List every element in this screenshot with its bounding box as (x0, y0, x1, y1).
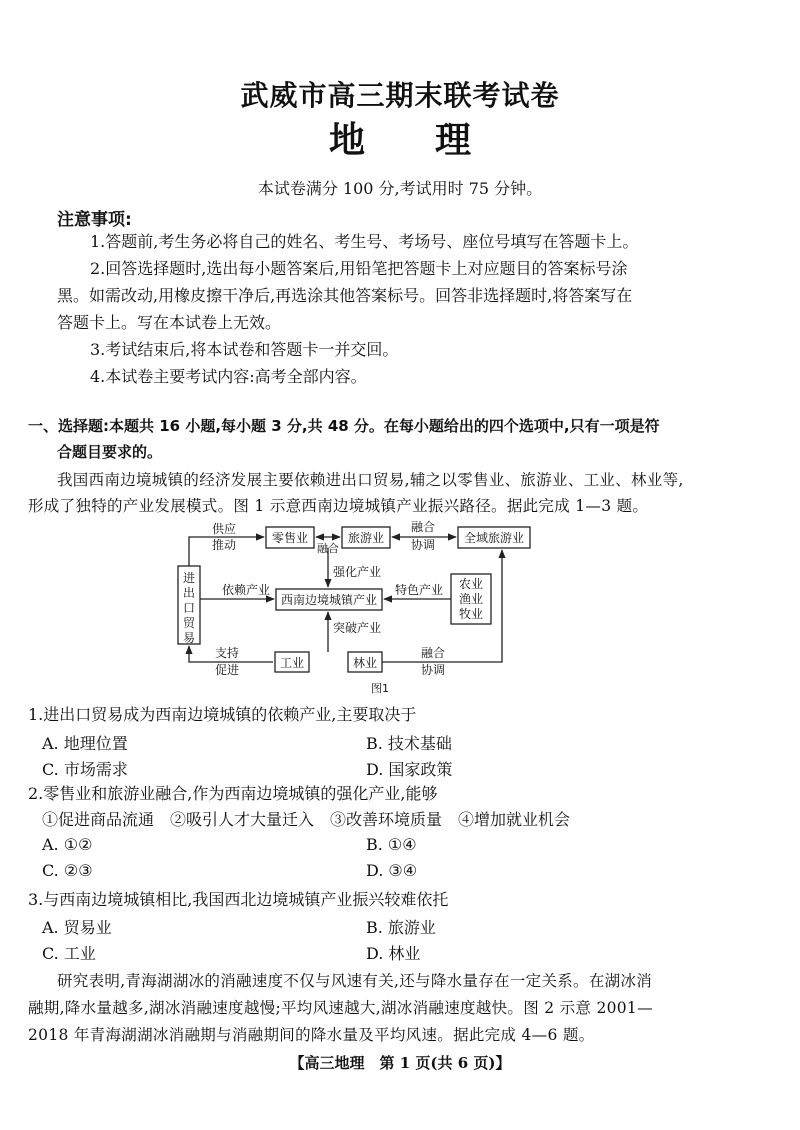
passage-line: 形成了独特的产业发展模式。图 1 示意西南边境城镇产业振兴路径。据此完成 1—3 题。 (28, 497, 649, 515)
label-depend: 依赖产业 (221, 583, 271, 597)
node-all-tourism: 全域旅游业 (463, 531, 525, 545)
q2-option-a: A. ①② (42, 835, 93, 854)
q3-option-a: A. 贸易业 (42, 918, 112, 937)
node-trade-char: 易 (182, 631, 196, 645)
q3-option-c: C. 工业 (42, 944, 96, 963)
label-merge-top: 融合 (410, 520, 436, 534)
label-special: 特色产业 (394, 583, 444, 597)
subject-char-1: 地 (328, 120, 365, 161)
node-trade-char: 贸 (182, 616, 196, 630)
label-strengthen: 强化产业 (332, 565, 382, 579)
q2-option-c: C. ②③ (42, 861, 93, 880)
label-breakthrough: 突破产业 (332, 621, 382, 635)
label-coordinate-bottom: 协调 (420, 663, 446, 677)
q1-option-d: D. 国家政策 (366, 760, 453, 779)
question-1-stem: 1.进出口贸易成为西南边境城镇的依赖产业,主要取决于 (28, 705, 417, 724)
node-retail: 零售业 (271, 531, 309, 545)
label-drive: 推动 (211, 538, 237, 552)
notes-line: 3.考试结束后,将本试卷和答题卡一并交回。 (90, 340, 399, 359)
node-tourism: 旅游业 (347, 531, 385, 545)
passage2-line: 融期,降水量越多,湖冰消融速度越慢;平均风速越大,湖冰消融速度越快。图 2 示意 2001— (28, 999, 653, 1017)
q1-option-a: A. 地理位置 (42, 734, 128, 753)
passage-line: 我国西南边境城镇的经济发展主要依赖进出口贸易,辅之以零售业、旅游业、工业、林业等, (57, 471, 684, 489)
question-2-stem: 2.零售业和旅游业融合,作为西南边境城镇的强化产业,能够 (28, 784, 438, 803)
node-center: 西南边境城镇产业 (280, 593, 378, 607)
label-coordinate-top: 协调 (410, 538, 436, 552)
q2-option-d: D. ③④ (366, 861, 418, 880)
figure-caption: 图1 (371, 682, 389, 695)
node-pasture: 牧业 (458, 607, 484, 621)
notes-line: 4.本试卷主要考试内容:高考全部内容。 (90, 367, 367, 386)
section-heading-cont: 合题目要求的。 (57, 443, 163, 461)
q1-option-b: B. 技术基础 (366, 734, 452, 753)
q3-option-d: D. 林业 (366, 944, 421, 963)
q1-option-c: C. 市场需求 (42, 760, 128, 779)
question-2-items: ①促进商品流通 ②吸引人才大量迁入 ③改善环境质量 ④增加就业机会 (42, 810, 571, 829)
page-footer: 【高三地理 第 1 页(共 6 页)】 (289, 1054, 511, 1072)
notes-line: 答题卡上。写在本试卷上无效。 (57, 313, 282, 332)
q2-option-b: B. ①④ (366, 835, 417, 854)
label-merge: 融合 (317, 542, 339, 555)
notes-line: 2.回答选择题时,选出每小题答案后,用铅笔把答题卡上对应题目的答案标号涂 (90, 259, 628, 278)
label-promote: 促进 (214, 663, 240, 677)
node-trade-char: 进 (182, 571, 196, 585)
notes-line: 黑。如需改动,用橡皮擦干净后,再选涂其他答案标号。回答非选择题时,将答案写在 (57, 286, 633, 305)
node-forestry: 林业 (352, 656, 378, 670)
label-support: 支持 (214, 646, 240, 660)
exam-info: 本试卷满分 100 分,考试用时 75 分钟。 (257, 179, 543, 198)
exam-title: 武威市高三期末联考试卷 (240, 79, 560, 112)
section-heading: 一、选择题:本题共 16 小题,每小题 3 分,共 48 分。在每小题给出的四个选项中,只有一项是符 (28, 417, 660, 435)
node-agri: 农业 (458, 577, 484, 591)
passage2-line: 研究表明,青海湖湖冰的消融速度不仅与风速有关,还与降水量存在一定关系。在湖冰消 (57, 972, 653, 990)
q3-option-b: B. 旅游业 (366, 918, 436, 937)
label-supply: 供应 (211, 522, 237, 536)
notes-heading: 注意事项: (57, 210, 132, 230)
node-industry: 工业 (279, 656, 305, 670)
subject-char-2: 理 (435, 120, 472, 161)
node-trade-char: 出 (182, 586, 196, 600)
label-merge-bottom: 融合 (420, 646, 446, 660)
passage2-line: 2018 年青海湖湖冰消融期与消融期间的降水量及平均风速。据此完成 4—6 题。 (28, 1026, 595, 1044)
notes-line: 1.答题前,考生务必将自己的姓名、考生号、考场号、座位号填写在答题卡上。 (90, 232, 639, 251)
node-fishery: 渔业 (458, 592, 484, 606)
question-3-stem: 3.与西南边境城镇相比,我国西北边境城镇产业振兴较难依托 (28, 890, 449, 909)
node-trade-char: 口 (182, 601, 196, 615)
